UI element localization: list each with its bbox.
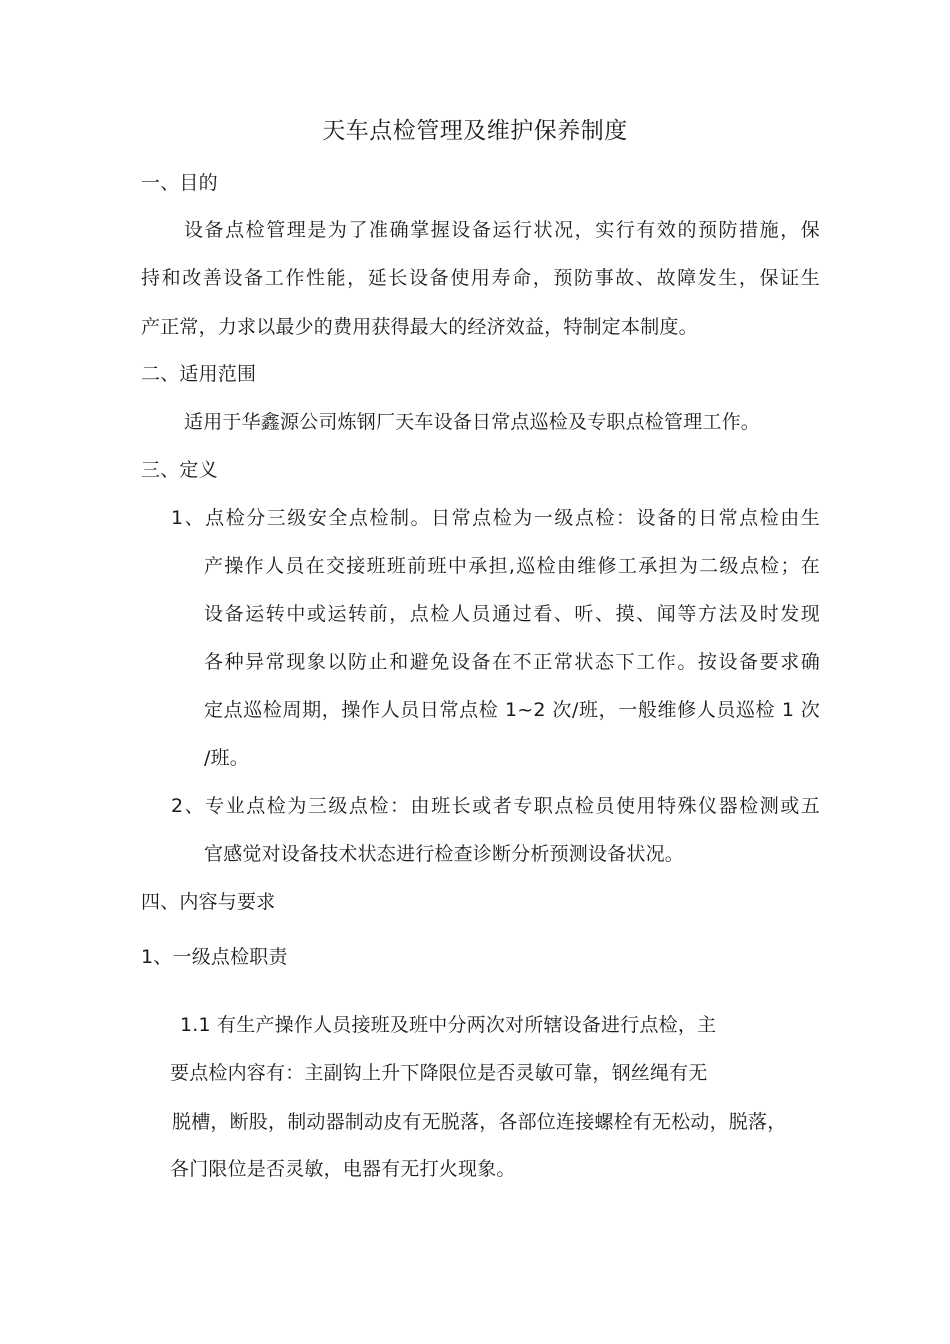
- section-heading-purpose: 一、目的: [141, 172, 218, 194]
- list-item-line: 定点巡检周期，操作人员日常点检 1~2 次/班，一般维修人员巡检 1 次: [204, 699, 820, 721]
- paragraph-line: 持和改善设备工作性能，延长设备使用寿命，预防事故、故障发生，保证生: [141, 267, 820, 289]
- list-item-line: 设备运转中或运转前，点检人员通过看、听、摸、闻等方法及时发现: [204, 603, 820, 625]
- list-item-line: 各种异常现象以防止和避免设备在不正常状态下工作。按设备要求确: [204, 651, 820, 673]
- paragraph-line: 设备点检管理是为了准确掌握设备运行状况，实行有效的预防措施，保: [184, 219, 820, 241]
- list-item-line: 官感觉对设备技术状态进行检查诊断分析预测设备状况。: [204, 843, 685, 865]
- document-title: 天车点检管理及维护保养制度: [322, 118, 628, 144]
- paragraph-line: 产正常，力求以最少的费用获得最大的经济效益，特制定本制度。: [141, 316, 698, 338]
- list-item-line: 产操作人员在交接班班前班中承担,巡检由维修工承担为二级点检；在: [204, 555, 820, 577]
- paragraph-line: 各门限位是否灵敏，电器有无打火现象。: [170, 1158, 516, 1180]
- paragraph-line: 适用于华鑫源公司炼钢厂天车设备日常点巡检及专职点检管理工作。: [184, 411, 761, 433]
- paragraph-line: 要点检内容有：主副钩上升下降限位是否灵敏可靠，钢丝绳有无: [170, 1062, 708, 1084]
- section-heading-definition: 三、定义: [141, 459, 218, 481]
- list-item-line: 1、点检分三级安全点检制。日常点检为一级点检：设备的日常点检由生: [171, 507, 820, 529]
- section-heading-scope: 二、适用范围: [141, 363, 257, 385]
- list-item-line: 2、专业点检为三级点检：由班长或者专职点检员使用特殊仪器检测或五: [171, 795, 820, 817]
- paragraph-line: 脱槽，断股，制动器制动皮有无脱落，各部位连接螺栓有无松动，脱落，: [172, 1111, 787, 1133]
- subsection-heading: 1、一级点检职责: [141, 946, 288, 968]
- paragraph-line: 1.1 有生产操作人员接班及班中分两次对所辖设备进行点检，主: [180, 1014, 717, 1036]
- list-item-line: /班。: [204, 747, 250, 769]
- section-heading-content: 四、内容与要求: [141, 891, 276, 913]
